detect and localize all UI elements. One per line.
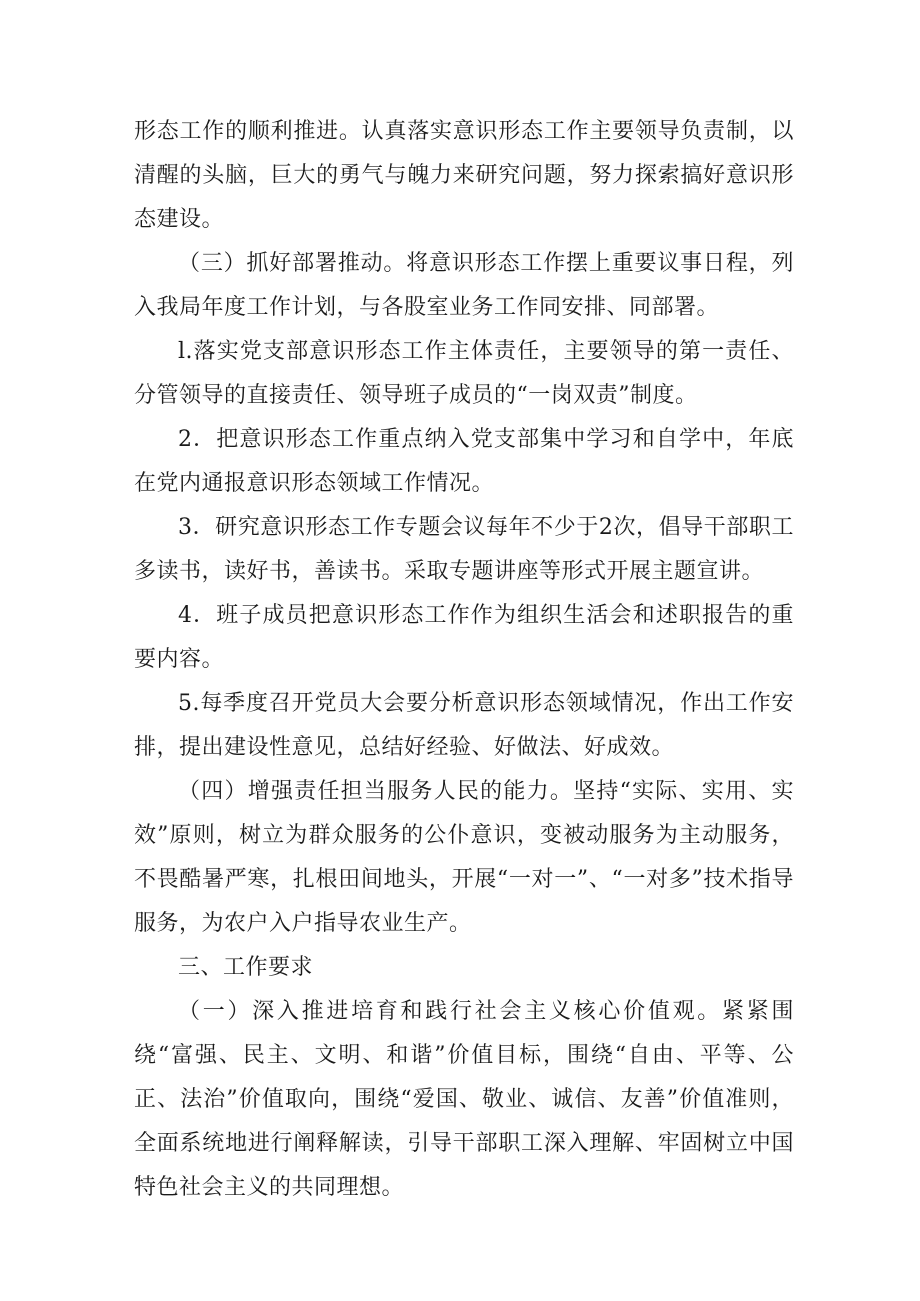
section-heading: 三、工作要求	[178, 955, 314, 980]
paragraph-item-4: 4．班子成员把意识形态工作作为组织生活会和述职报告的重要内容。	[134, 603, 794, 672]
paragraph-section-3: （三）抓好部署推动。将意识形态工作摆上重要议事日程，列入我局年度工作计划，与各股室业务工作同安排、同部署。	[134, 251, 794, 320]
paragraph-item-5: 5.每季度召开党员大会要分析意识形态领域情况，作出工作安排，提出建设性意见，总结好经验、好做法、好成效。	[134, 691, 794, 760]
paragraph-item-1: l.落实党支部意识形态工作主体责任，主要领导的第一责任、分管领导的直接责任、领导班子成员的“一岗双责”制度。	[134, 339, 794, 408]
paragraph-item-3: 3．研究意识形态工作专题会议每年不少于2次，倡导干部职工多读书，读好书，善读书。采取专题讲座等形式开展主题宣讲。	[134, 515, 794, 584]
paragraph-continuation: 形态工作的顺利推进。认真落实意识形态工作主要领导负责制，以清醒的头脑，巨大的勇气与魄力来研究问题，努力探索搞好意识形态建设。	[134, 119, 794, 232]
paragraph-requirement-1: （一）深入推进培育和践行社会主义核心价值观。紧紧围绕“富强、民主、文明、和谐”价值目标，围绕“自由、平等、公正、法治”价值取向，围绕“爱国、敬业、诚信、友善”价值准则，全面系统地进行阐释解读，引导干部职工深入理解、牢固树立中国特色社会主义的共同理想。	[134, 999, 794, 1200]
paragraph-item-2: 2．把意识形态工作重点纳入党支部集中学习和自学中，年底在党内通报意识形态领域工作情况。	[134, 427, 794, 496]
paragraph-section-4: （四）增强责任担当服务人民的能力。坚持“实际、实用、实效”原则，树立为群众服务的公仆意识，变被动服务为主动服务，不畏酷暑严寒，扎根田间地头，开展“一对一”、“一对多”技术指导服务，为农户入户指导农业生产。	[134, 779, 794, 936]
document-body	[134, 110, 794, 1210]
